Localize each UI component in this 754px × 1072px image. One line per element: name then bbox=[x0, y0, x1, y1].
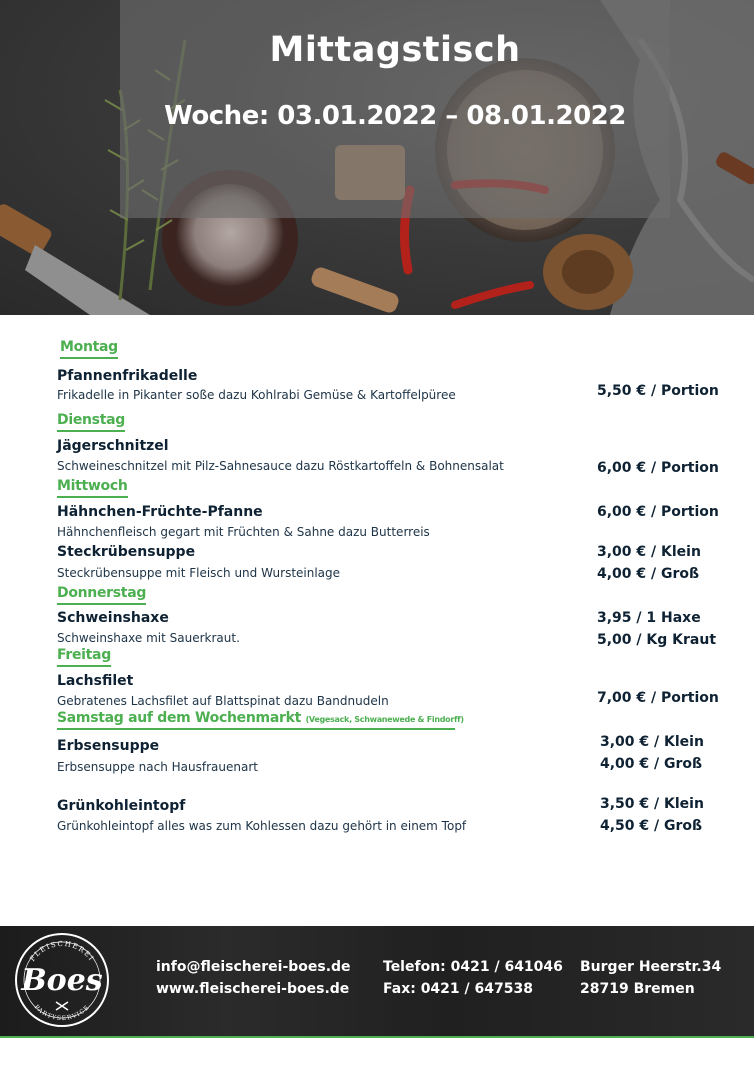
dish-name: Hähnchen-Früchte-Pfanne bbox=[57, 504, 263, 520]
dish-price: 3,00 € / Klein bbox=[600, 734, 704, 750]
dish-name: Jägerschnitzel bbox=[57, 438, 169, 454]
dish-description: Steckrübensuppe mit Fleisch und Wursteinlage bbox=[57, 566, 341, 580]
dish-price: 5,00 / Kg Kraut bbox=[597, 632, 717, 648]
dish-price: 4,50 € / Groß bbox=[600, 818, 703, 834]
day-heading-samstag bbox=[57, 710, 464, 730]
day-heading-dienstag: Dienstag bbox=[57, 412, 125, 432]
logo-top-text: FLEISCHEREI bbox=[28, 939, 96, 964]
dish-name: Pfannenfrikadelle bbox=[57, 368, 198, 384]
dish-description: Gebratenes Lachsfilet auf Blattspinat dazu Bandnudeln bbox=[57, 694, 389, 708]
dish-name: Schweinshaxe bbox=[57, 610, 169, 626]
footer-fax: Fax: 0421 / 647538 bbox=[383, 981, 533, 997]
footer-email-link[interactable]: info@fleischerei-boes.de bbox=[156, 959, 351, 975]
market-locations: (Vegesack, Schwanewede & Findorff) bbox=[305, 715, 464, 724]
dish-description: Erbsensuppe nach Hausfrauenart bbox=[57, 760, 258, 774]
dish-price: 4,00 € / Groß bbox=[597, 566, 700, 582]
footer-phone: Telefon: 0421 / 641046 bbox=[383, 959, 563, 975]
dish-name: Steckrübensuppe bbox=[57, 544, 196, 560]
dish-price: 5,50 € / Portion bbox=[597, 383, 719, 399]
day-heading-label: Samstag auf dem Wochenmarkt bbox=[57, 710, 301, 726]
dish-price: 7,00 € / Portion bbox=[597, 690, 719, 706]
week-range: Woche: 03.01.2022 – 08.01.2022 bbox=[164, 101, 626, 131]
day-heading-freitag: Freitag bbox=[57, 647, 111, 667]
dish-description: Frikadelle in Pikanter soße dazu Kohlrabi Gemüse & Kartoffelpüree bbox=[57, 388, 456, 402]
page-title: Mittagstisch bbox=[269, 30, 521, 70]
boes-logo bbox=[12, 930, 112, 1030]
footer-street: Burger Heerstr.34 bbox=[580, 959, 722, 975]
dish-price: 3,00 € / Klein bbox=[597, 544, 701, 560]
svg-text:FLEISCHEREI bbox=[28, 940, 95, 963]
day-heading-mittwoch: Mittwoch bbox=[57, 478, 128, 498]
dish-price: 6,00 € / Portion bbox=[597, 460, 719, 476]
dish-description: Schweineschnitzel mit Pilz-Sahnesauce dazu Röstkartoffeln & Bohnensalat bbox=[57, 459, 504, 473]
dish-price: 4,00 € / Groß bbox=[600, 756, 703, 772]
dish-price: 6,00 € / Portion bbox=[597, 504, 719, 520]
logo-bottom-text: PARTYSERVICE bbox=[32, 1003, 92, 1023]
dish-description: Schweinshaxe mit Sauerkraut. bbox=[57, 631, 240, 645]
dish-name: Grünkohleintopf bbox=[57, 798, 186, 814]
dish-name: Lachsfilet bbox=[57, 673, 134, 689]
day-heading-montag: Montag bbox=[60, 339, 118, 359]
footer-city: 28719 Bremen bbox=[580, 981, 695, 997]
dish-name: Erbsensuppe bbox=[57, 738, 160, 754]
logo-name: Boes bbox=[21, 963, 103, 998]
dish-price: 3,95 / 1 Haxe bbox=[597, 610, 701, 626]
day-heading-donnerstag: Donnerstag bbox=[57, 585, 146, 605]
dish-description: Hähnchenfleisch gegart mit Früchten & Sahne dazu Butterreis bbox=[57, 525, 430, 539]
dish-price: 3,50 € / Klein bbox=[600, 796, 704, 812]
dish-description: Grünkohleintopf alles was zum Kohlessen dazu gehört in einem Topf bbox=[57, 819, 467, 833]
footer-accent-line bbox=[0, 1036, 754, 1038]
footer-website-link[interactable]: www.fleischerei-boes.de bbox=[156, 981, 350, 997]
